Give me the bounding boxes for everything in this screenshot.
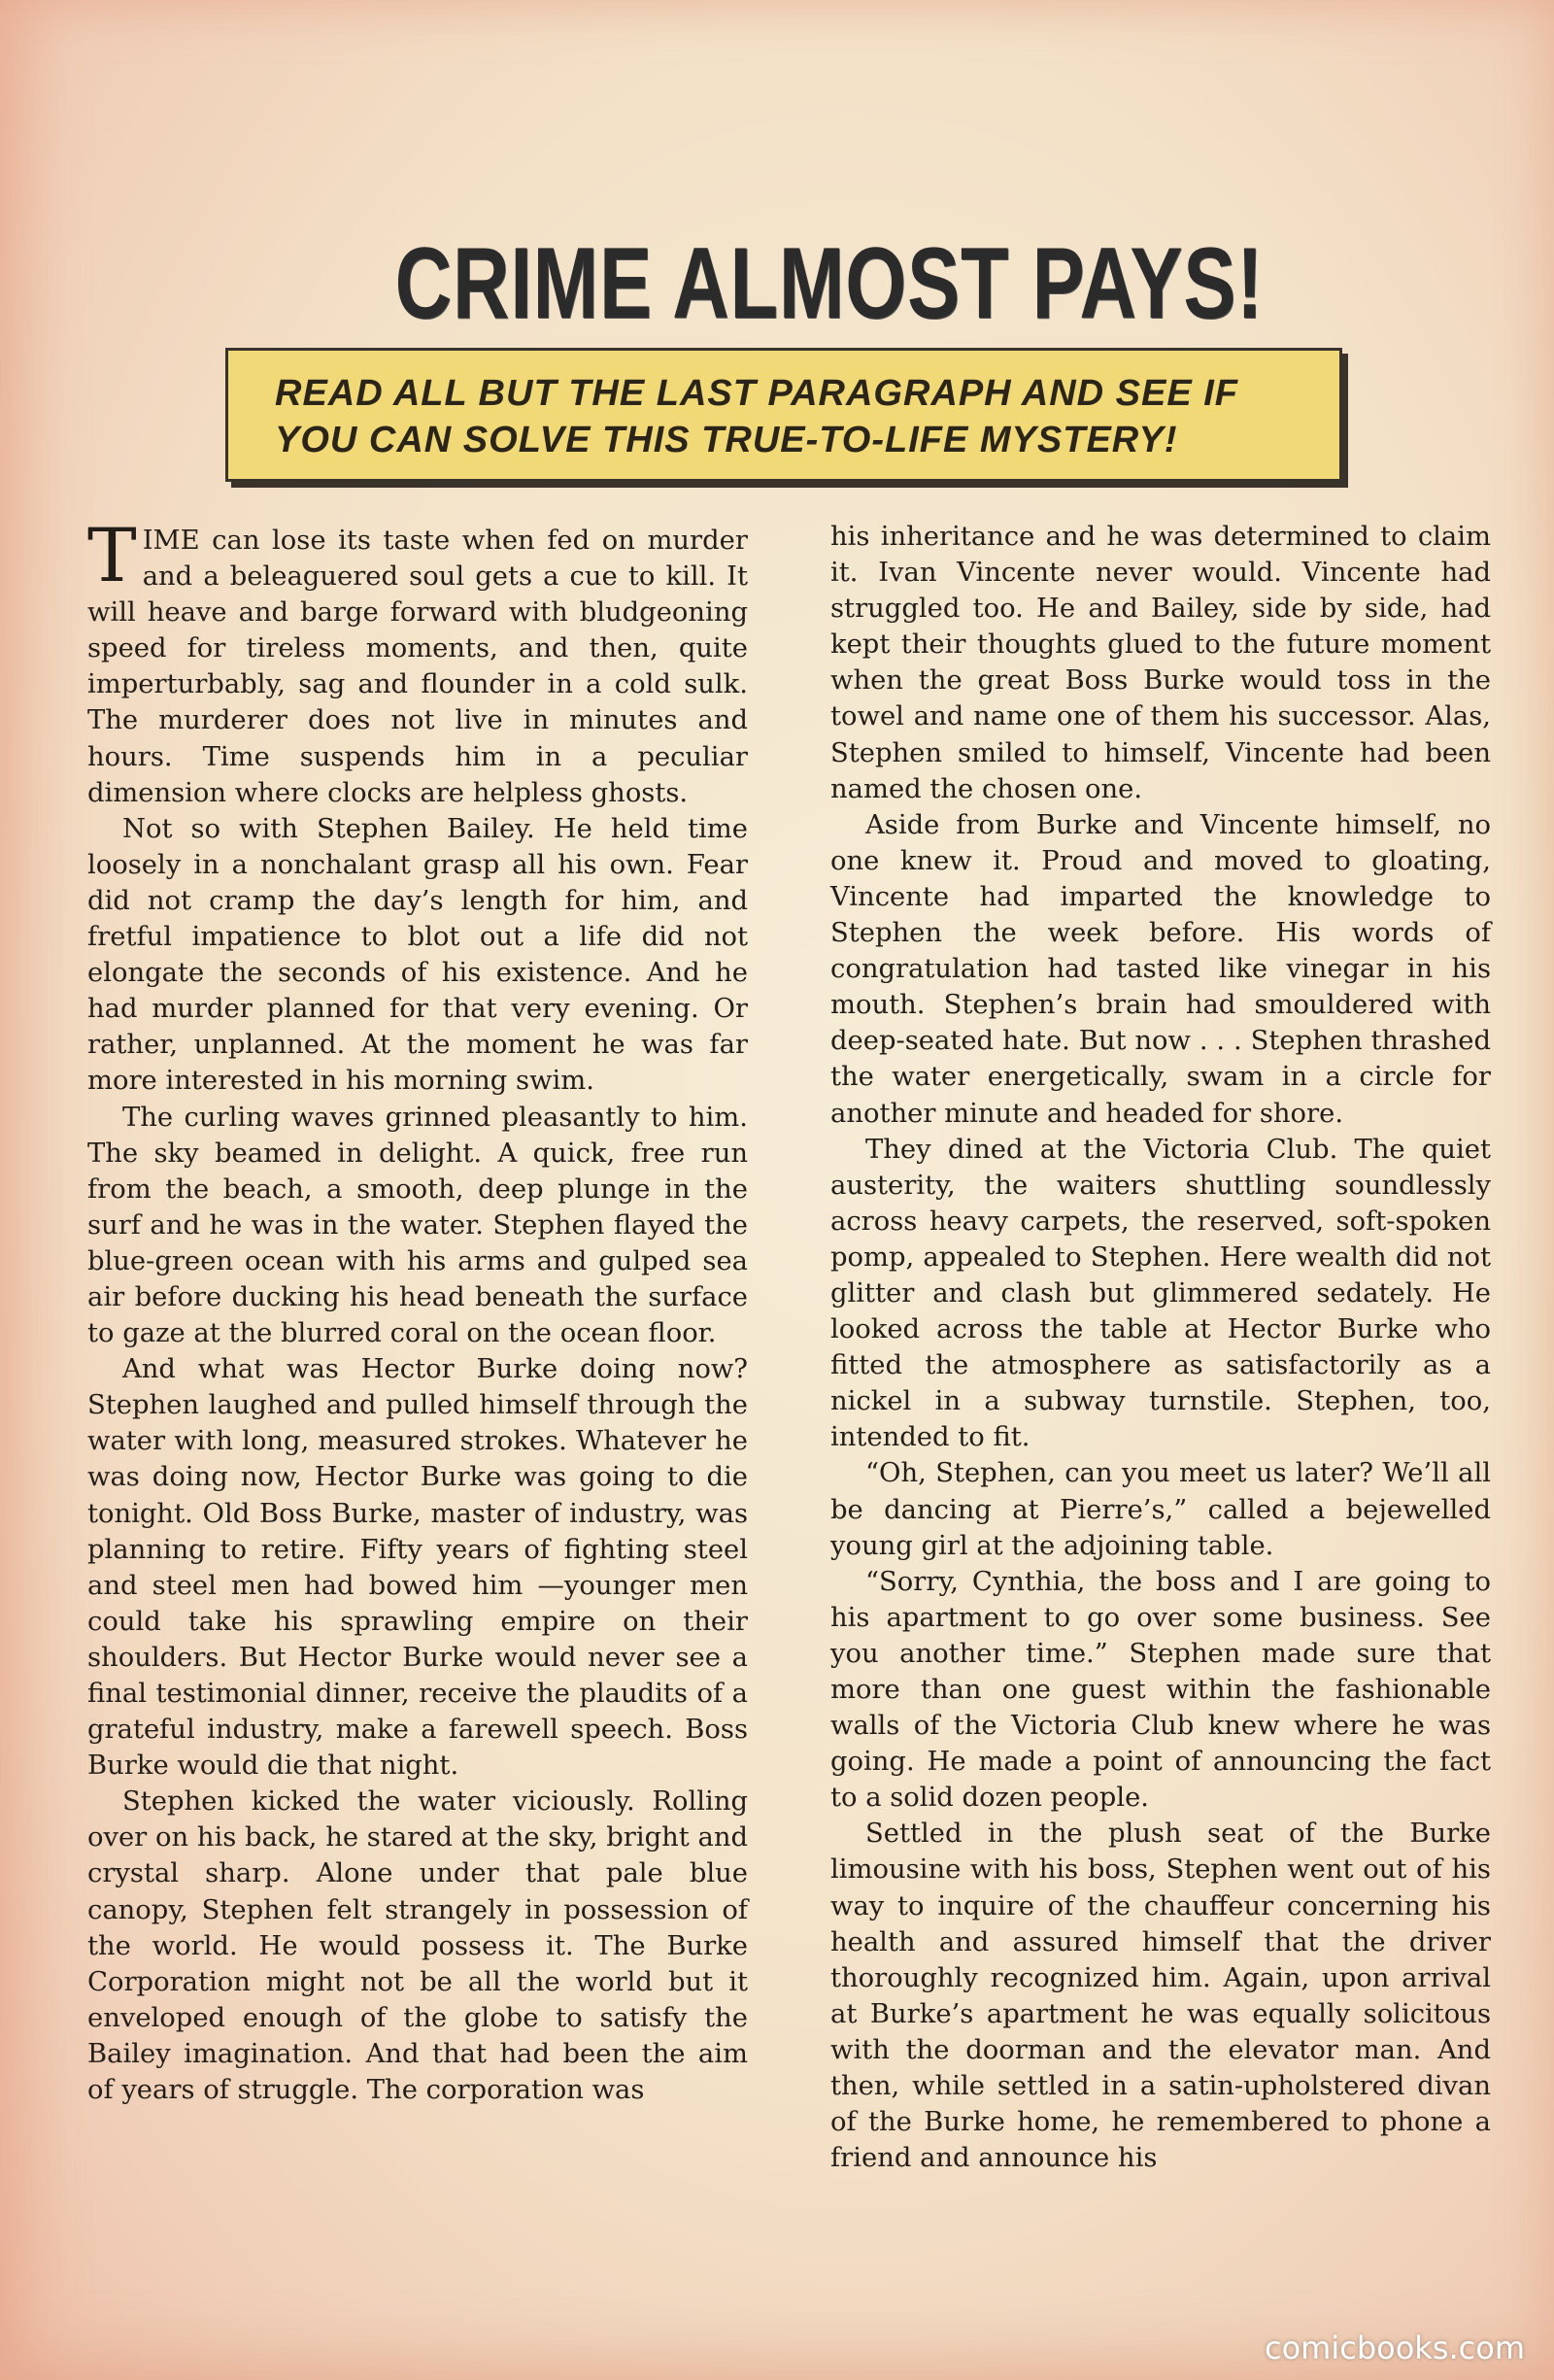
paragraph: Aside from Burke and Vincente himself, no one knew it. Proud and moved to gloating, Vincente had imparted the knowledge to Stephen the week before. His words of congratulation had tasted like vinegar in his mouth. Stephen’s brain had smouldered with deep-seated hate. But now . . . Stephen thrashed the water energetically, swam in a circle for another minute and headed for shore. — [830, 809, 1491, 1129]
paragraph: “Sorry, Cynthia, the boss and I are going to his apartment to go over some business. See you another time.” Stephen made sure that more than one guest within the fashionable walls of the Victoria Club knew where he was going. He made a point of announcing the fact to a solid dozen people. — [830, 1566, 1491, 1814]
left-column — [87, 512, 748, 2108]
paragraph: Settled in the plush seat of the Burke limousine with his boss, Stephen went out of his way to inquire of the chauffeur concerning his health and assured himself that the driver thoroughly recognized him. Again, upon arrival at Burke’s apartment he was equally solicitous with the doorman and the elevator man. And then, while settled in a satin-upholstered divan of the Burke home, he remembered to phone a friend and announce his — [830, 1819, 1491, 2174]
banner-text: READ ALL BUT THE LAST PARAGRAPH AND SEE IF YOU CAN SOLVE THIS TRUE-TO-LIFE MYSTERY! — [275, 373, 1239, 460]
paragraph: “Oh, Stephen, can you meet us later? We’ll all be dancing at Pierre’s,” called a bejewelled young girl at the adjoining table. — [830, 1458, 1491, 1561]
intro-banner — [225, 348, 1342, 482]
drop-cap: T — [87, 512, 137, 598]
paragraph: They dined at the Victoria Club. The quiet austerity, the waiters shuttling soundlessly across heavy carpets, the reserved, soft-spoken pomp, appealed to Stephen. Here wealth did not glitter and clash but glimmered sedately. He looked across the table at Hector Burke who fitted the atmosphere as satisfactorily as a nickel in a subway turnstile. Stephen, too, intended to fit. — [830, 1134, 1491, 1453]
paragraph: Not so with Stephen Bailey. He held time loosely in a nonchalant grasp all his own. Fear did not cramp the day’s length for him, and fretful impatience to blot out a life did not elongate the seconds of his existence. And he had murder planned for that very evening. Or rather, unplanned. At the moment he was far more interested in his morning swim. — [87, 813, 748, 1097]
right-column — [830, 519, 1491, 2176]
story-title: CRIME ALMOST PAYS! — [394, 227, 1265, 340]
paragraph-text: IME can lose its taste when fed on murder and a beleaguered soul gets a cue to kill. It will heave and barge forward with bludgeoning speed for tireless moments, and then, quite imperturbably, sag and flounder in a cold sulk. The murderer does not live in minutes and hours. Time suspends him in a peculiar dimension where clocks are helpless ghosts. — [87, 526, 748, 808]
paragraph: Stephen kicked the water viciously. Rolling over on his back, he stared at the sky, bright and crystal sharp. Alone under that pale blue canopy, Stephen felt strangely in possession of the world. He would possess it. The Burke Corporation might not be all the world but it enveloped enough of the globe to satisfy the Bailey imagination. And that had been the aim of years of struggle. The corporation was — [87, 1786, 748, 2106]
paragraph — [87, 512, 748, 811]
paragraph: The curling waves grinned pleasantly to him. The sky beamed in delight. A quick, free run from the beach, a smooth, deep plunge in the surf and he was in the water. Stephen flayed the blue-green ocean with his arms and gulped sea air before ducking his head beneath the surface to gaze at the blurred coral on the ocean floor. — [87, 1102, 748, 1349]
paragraph: his inheritance and he was determined to claim it. Ivan Vincente never would. Vincente had struggled too. He and Bailey, side by side, had kept their thoughts glued to the future moment when the great Boss Burke would toss in the towel and name one of them his successor. Alas, Stephen smiled to himself, Vincente had been named the chosen one. — [830, 522, 1491, 804]
paragraph: And what was Hector Burke doing now? Stephen laughed and pulled himself through the water with long, measured strokes. Whatever he was doing now, Hector Burke was going to die tonight. Old Boss Burke, master of industry, was planning to retire. Fifty years of fighting steel and steel men had bowed him —younger men could take his sprawling empire on their shoulders. But Hector Burke would never see a final testimonial dinner, receive the plaudits of a grateful industry, make a farewell speech. Boss Burke would die that night. — [87, 1354, 748, 1782]
watermark: comicbooks.com — [1264, 2329, 1525, 2366]
